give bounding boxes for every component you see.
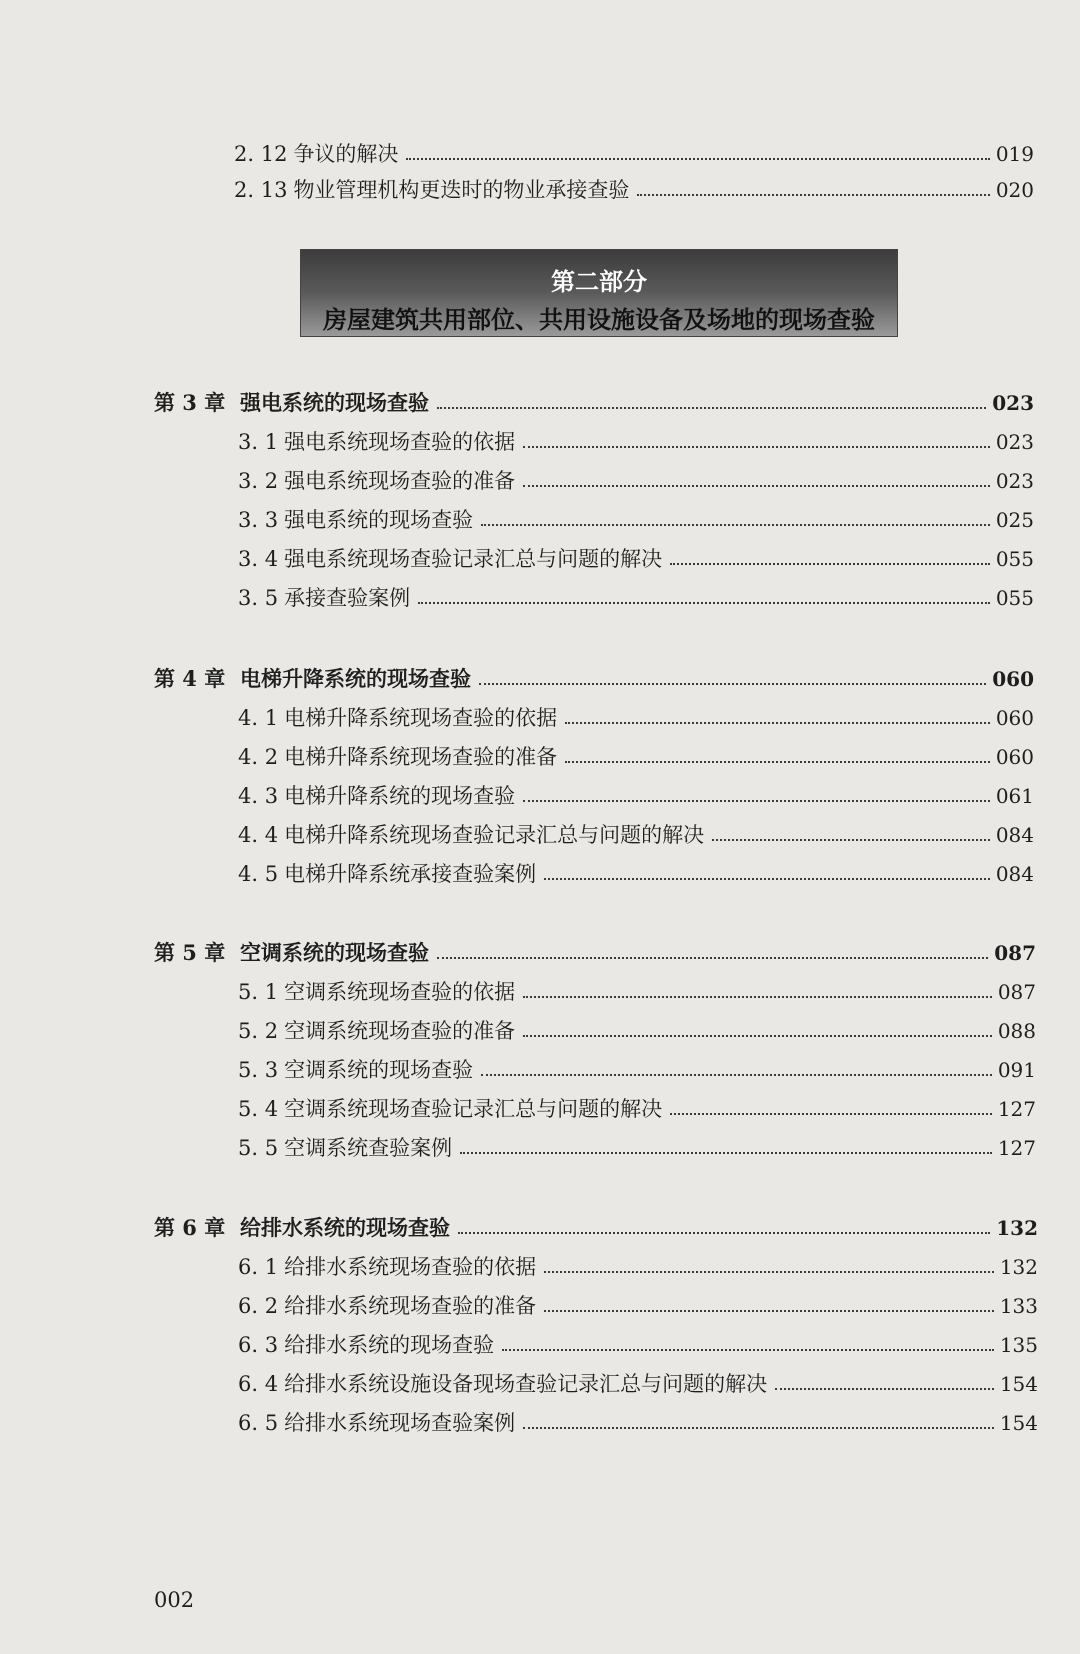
leader-dots (523, 799, 990, 802)
toc-entry[interactable] (238, 861, 1034, 887)
section-number: 5. 1 (238, 980, 279, 1004)
toc-entry[interactable] (238, 585, 1034, 611)
toc-entry[interactable] (238, 1135, 1036, 1161)
leader-dots (565, 721, 990, 724)
page-ref: 084 (995, 862, 1034, 886)
chapter-title: 强电系统的现场查验 (240, 390, 429, 415)
page-number: 002 (154, 1588, 195, 1612)
toc-entry[interactable] (238, 1018, 1036, 1044)
leader-dots (523, 445, 990, 448)
chapter-entry[interactable] (154, 940, 1036, 966)
section-number: 6. 4 (238, 1372, 279, 1396)
page-ref: 154 (999, 1372, 1038, 1396)
page-ref: 154 (999, 1411, 1038, 1435)
toc-entry[interactable] (238, 1254, 1038, 1280)
section-number: 5. 5 (238, 1136, 279, 1160)
page-ref: 060 (992, 667, 1034, 691)
toc-entry[interactable] (238, 744, 1034, 770)
leader-dots (544, 1270, 994, 1273)
toc-entry[interactable] (238, 507, 1034, 533)
section-number: 6. 1 (238, 1255, 279, 1279)
section-title: 强电系统的现场查验 (284, 508, 474, 532)
leader-dots (479, 682, 986, 685)
section-title: 电梯升降系统现场查验的依据 (284, 706, 558, 730)
section-title: 空调系统现场查验的依据 (284, 980, 516, 1004)
page-ref: 019 (995, 142, 1034, 166)
leader-dots (775, 1387, 994, 1390)
section-title: 电梯升降系统现场查验记录汇总与问题的解决 (284, 823, 705, 847)
section-title: 强电系统现场查验的依据 (284, 430, 516, 454)
toc-entry[interactable] (234, 141, 1034, 167)
toc-entry[interactable] (238, 468, 1034, 494)
leader-dots (481, 523, 990, 526)
leader-dots (523, 1426, 994, 1429)
chapter-number: 第 3 章 (154, 390, 226, 415)
section-title: 电梯升降系统的现场查验 (284, 784, 516, 808)
toc-entry[interactable] (238, 822, 1034, 848)
section-title: 电梯升降系统现场查验的准备 (284, 745, 558, 769)
section-title: 强电系统现场查验的准备 (284, 469, 516, 493)
leader-dots (418, 601, 990, 604)
leader-dots (523, 484, 990, 487)
leader-dots (502, 1348, 994, 1351)
page-ref: 087 (997, 980, 1036, 1004)
chapter-title: 电梯升降系统的现场查验 (240, 666, 471, 691)
page-ref: 084 (995, 823, 1034, 847)
page-ref: 025 (995, 508, 1034, 532)
toc-entry[interactable] (238, 1096, 1036, 1122)
section-number: 3. 4 (238, 547, 279, 571)
section-number: 6. 2 (238, 1294, 279, 1318)
chapter-title: 给排水系统的现场查验 (240, 1215, 450, 1240)
chapter-title: 空调系统的现场查验 (240, 940, 429, 965)
toc-entry[interactable] (238, 705, 1034, 731)
page-ref: 060 (995, 706, 1034, 730)
section-number: 6. 5 (238, 1411, 279, 1435)
leader-dots (637, 193, 989, 196)
page-ref: 087 (994, 941, 1036, 965)
page-ref: 127 (997, 1136, 1036, 1160)
section-title: 空调系统的现场查验 (284, 1058, 474, 1082)
section-number: 4. 5 (238, 862, 279, 886)
leader-dots (523, 1034, 992, 1037)
leader-dots (523, 995, 992, 998)
leader-dots (437, 956, 988, 959)
section-title: 给排水系统的现场查验 (284, 1333, 495, 1357)
toc-entry[interactable] (238, 1410, 1038, 1436)
page-ref: 127 (997, 1097, 1036, 1121)
toc-entry[interactable] (238, 979, 1036, 1005)
leader-dots (670, 1112, 992, 1115)
section-title: 空调系统查验案例 (284, 1136, 453, 1160)
page-ref: 020 (995, 178, 1034, 202)
page-ref: 135 (999, 1333, 1038, 1357)
page-ref: 088 (997, 1019, 1036, 1043)
section-number: 2. 12 (234, 142, 288, 166)
section-number: 5. 3 (238, 1058, 279, 1082)
leader-dots (565, 760, 990, 763)
leader-dots (458, 1231, 990, 1234)
page-ref: 055 (995, 586, 1034, 610)
section-title: 争议的解决 (293, 142, 399, 166)
section-title: 给排水系统设施设备现场查验记录汇总与问题的解决 (284, 1372, 768, 1396)
leader-dots (481, 1073, 992, 1076)
leader-dots (437, 406, 986, 409)
leader-dots (544, 877, 990, 880)
toc-entry[interactable] (238, 546, 1034, 572)
page-ref: 133 (999, 1294, 1038, 1318)
leader-dots (712, 838, 990, 841)
chapter-entry[interactable] (154, 666, 1034, 692)
section-number: 4. 4 (238, 823, 279, 847)
toc-entry[interactable] (238, 1371, 1038, 1397)
page-ref: 023 (992, 391, 1034, 415)
part-title: 房屋建筑共用部位、共用设施设备及场地的现场查验 (323, 305, 875, 334)
section-number: 3. 3 (238, 508, 279, 532)
leader-dots (406, 157, 989, 160)
page-ref: 132 (999, 1255, 1038, 1279)
section-number: 5. 2 (238, 1019, 279, 1043)
page-ref: 091 (997, 1058, 1036, 1082)
section-title: 电梯升降系统承接查验案例 (284, 862, 537, 886)
leader-dots (670, 562, 990, 565)
section-title: 给排水系统现场查验案例 (284, 1411, 516, 1435)
toc-entry[interactable] (238, 1057, 1036, 1083)
section-number: 4. 1 (238, 706, 279, 730)
section-number: 4. 2 (238, 745, 279, 769)
chapter-entry[interactable] (154, 390, 1034, 416)
toc-entry[interactable] (238, 1332, 1038, 1358)
page-ref: 061 (995, 784, 1034, 808)
section-title: 物业管理机构更迭时的物业承接查验 (293, 178, 630, 202)
section-title: 空调系统现场查验记录汇总与问题的解决 (284, 1097, 663, 1121)
page-ref: 060 (995, 745, 1034, 769)
section-title: 给排水系统现场查验的依据 (284, 1255, 537, 1279)
page-ref: 023 (995, 430, 1034, 454)
section-number: 3. 5 (238, 586, 279, 610)
section-title: 空调系统现场查验的准备 (284, 1019, 516, 1043)
section-number: 3. 2 (238, 469, 279, 493)
section-number: 2. 13 (234, 178, 288, 202)
toc-entry[interactable] (234, 177, 1034, 203)
section-number: 6. 3 (238, 1333, 279, 1357)
section-number: 4. 3 (238, 784, 279, 808)
toc-entry[interactable] (238, 1293, 1038, 1319)
section-title: 强电系统现场查验记录汇总与问题的解决 (284, 547, 663, 571)
part-banner (300, 249, 898, 337)
page-ref: 132 (996, 1216, 1038, 1240)
chapter-number: 第 5 章 (154, 940, 226, 965)
section-title: 给排水系统现场查验的准备 (284, 1294, 537, 1318)
section-number: 3. 1 (238, 430, 279, 454)
leader-dots (544, 1309, 994, 1312)
toc-entry[interactable] (238, 429, 1034, 455)
section-number: 5. 4 (238, 1097, 279, 1121)
chapter-number: 第 6 章 (154, 1215, 226, 1240)
part-label: 第二部分 (551, 268, 647, 296)
section-title: 承接查验案例 (284, 586, 411, 610)
leader-dots (460, 1151, 992, 1154)
toc-entry[interactable] (238, 783, 1034, 809)
page-ref: 023 (995, 469, 1034, 493)
chapter-number: 第 4 章 (154, 666, 226, 691)
page-ref: 055 (995, 547, 1034, 571)
chapter-entry[interactable] (154, 1215, 1038, 1241)
